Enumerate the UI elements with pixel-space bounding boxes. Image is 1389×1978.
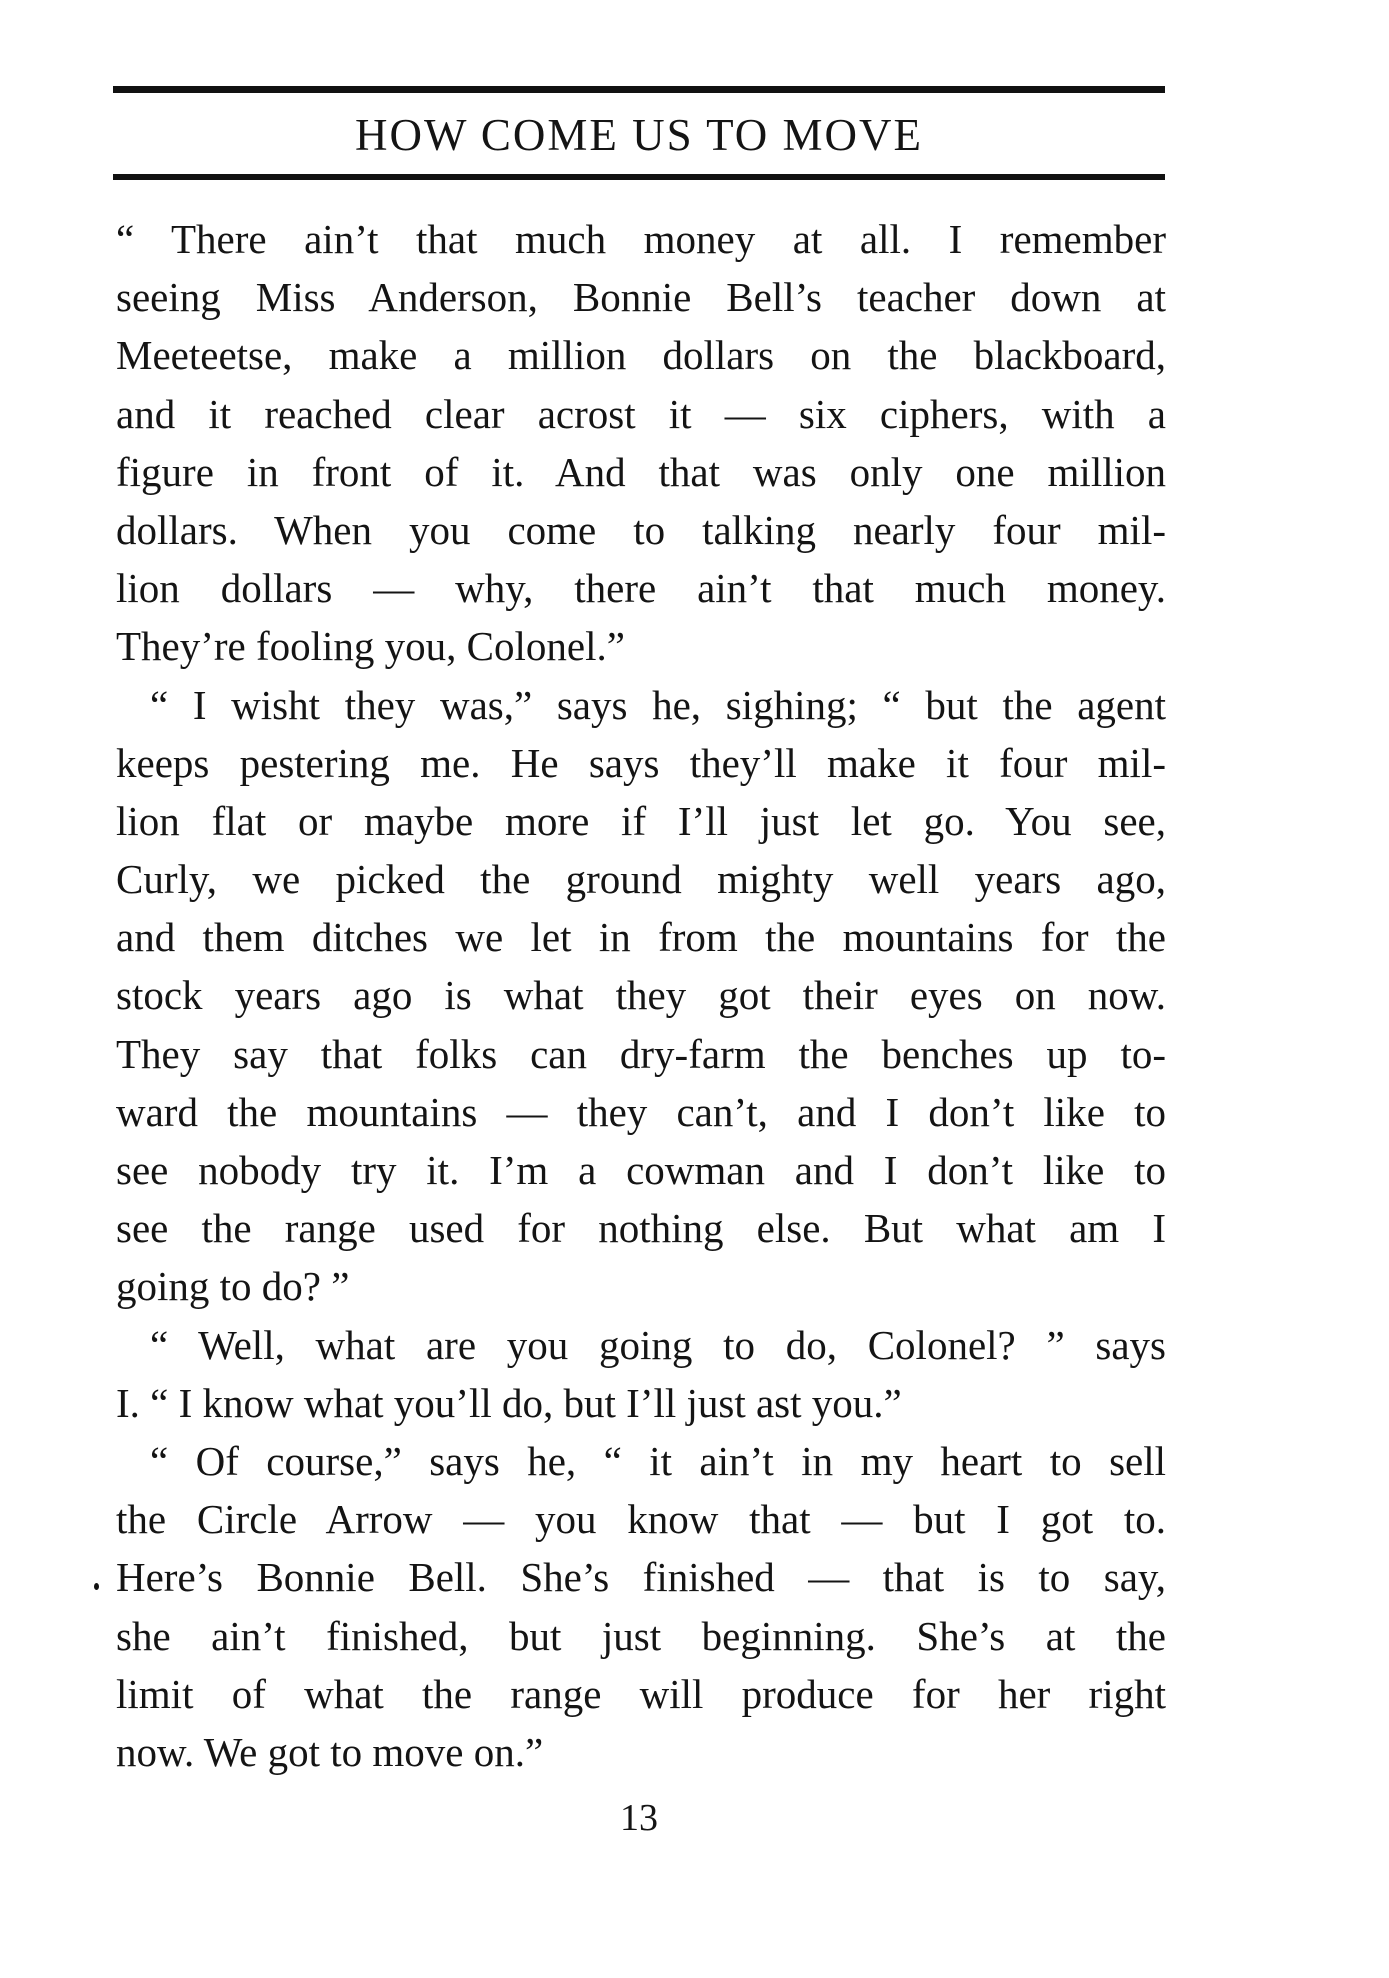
- running-head: HOW COME US TO MOVE: [354, 110, 924, 160]
- text-line: limit of what the range will produce for her right: [116, 1670, 1166, 1717]
- text-line: lion dollars — why, there ain’t that much money.: [116, 565, 1166, 612]
- text-line: keeps pestering me. He says they’ll make it four mil-: [116, 739, 1166, 786]
- text-line: going to do? ”: [116, 1263, 350, 1310]
- text-line: and them ditches we let in from the mountains for the: [116, 914, 1166, 961]
- header-rule-top: [113, 86, 1165, 93]
- text-line: now. We got to move on.”: [116, 1728, 544, 1775]
- text-line: figure in front of it. And that was only one million: [116, 448, 1166, 495]
- text-line: the Circle Arrow — you know that — but I got to.: [116, 1496, 1166, 1543]
- text-line: “ I wisht they was,” says he, sighing; “ but the agent: [150, 681, 1166, 728]
- text-line: I. “ I know what you’ll do, but I’ll just ast you.”: [116, 1379, 902, 1426]
- page-number: 13: [620, 1797, 658, 1839]
- text-line: dollars. When you come to talking nearly four mil-: [116, 506, 1166, 553]
- text-line: seeing Miss Anderson, Bonnie Bell’s teacher down at: [116, 274, 1166, 321]
- text-line: “ Well, what are you going to do, Colonel? ” says: [150, 1321, 1166, 1368]
- text-line: Curly, we picked the ground mighty well years ago,: [116, 856, 1166, 903]
- text-line: Meeteetse, make a million dollars on the blackboard,: [116, 332, 1166, 379]
- text-line: and it reached clear acrost it — six ciphers, with a: [116, 390, 1166, 437]
- body-text: [116, 210, 1166, 1781]
- text-line: she ain’t finished, but just beginning. She’s at the: [116, 1612, 1166, 1659]
- text-line: They say that folks can dry-farm the benches up to-: [116, 1030, 1166, 1077]
- text-line: lion flat or maybe more if I’ll just let go. You see,: [116, 797, 1166, 844]
- text-line: see nobody try it. I’m a cowman and I don’t like to: [116, 1147, 1166, 1193]
- text-line: stock years ago is what they got their eyes on now.: [116, 972, 1166, 1019]
- header-rule-bottom: [113, 174, 1165, 180]
- text-line: “ Of course,” says he, “ it ain’t in my heart to sell: [150, 1437, 1166, 1484]
- text-line: ward the mountains — they can’t, and I don’t like to: [116, 1088, 1166, 1135]
- print-speck: [94, 1583, 99, 1590]
- text-line: They’re fooling you, Colonel.”: [116, 623, 625, 670]
- text-line: see the range used for nothing else. But what am I: [116, 1205, 1166, 1252]
- text-line: “ There ain’t that much money at all. I remember: [116, 216, 1166, 262]
- text-line: Here’s Bonnie Bell. She’s finished — that is to say,: [116, 1554, 1166, 1601]
